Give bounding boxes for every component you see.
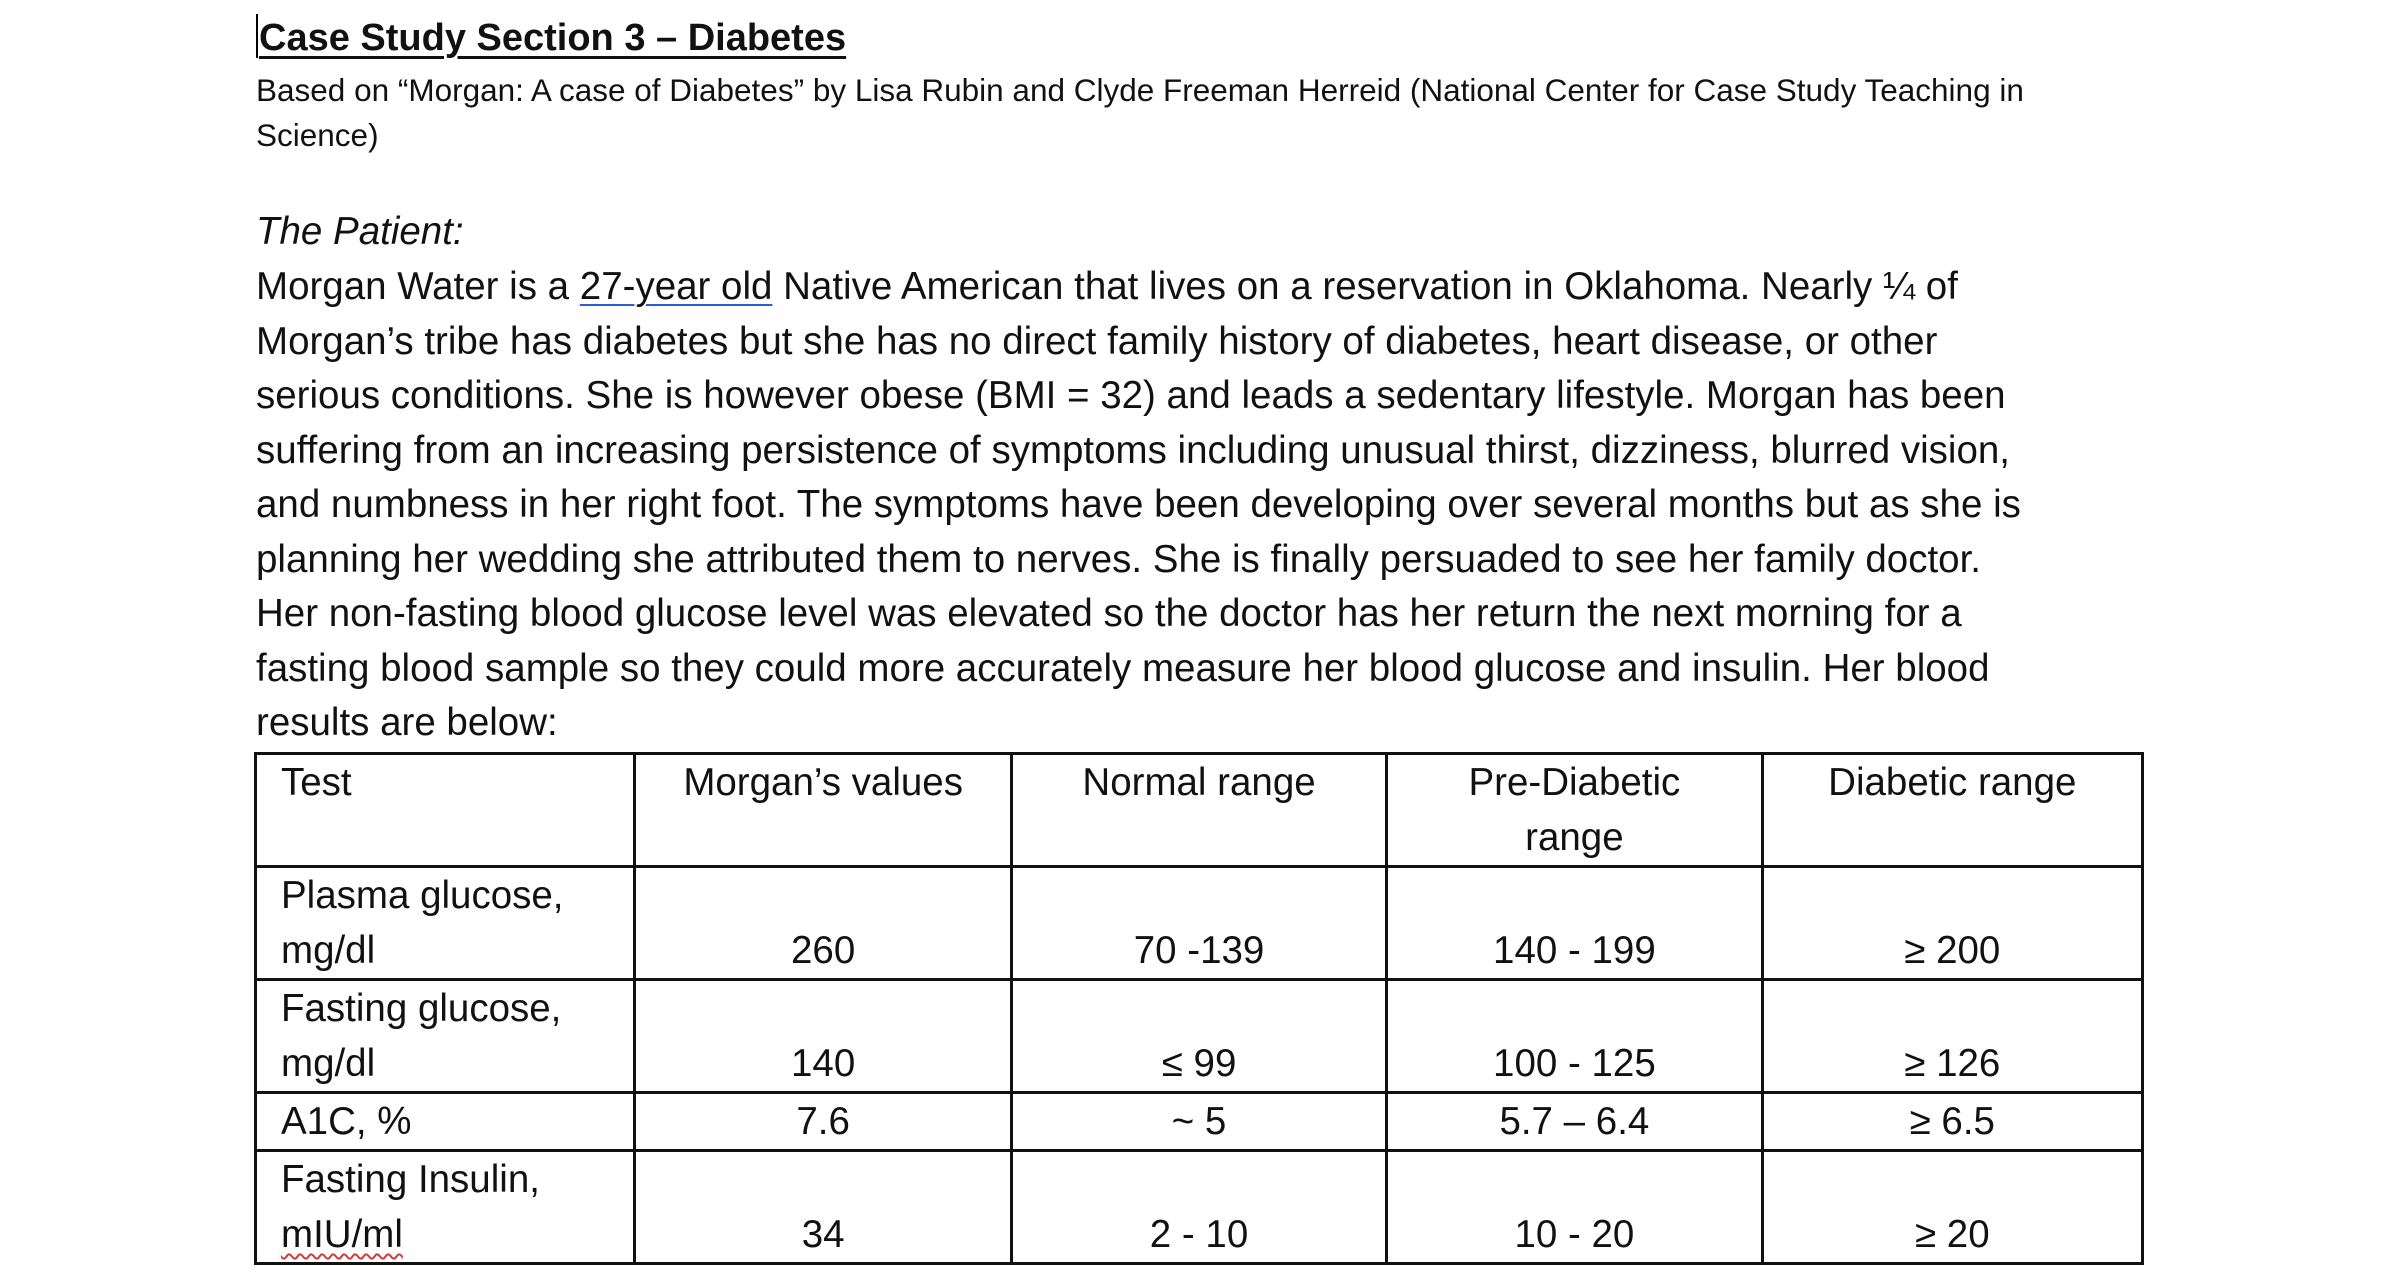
blood-results-table bbox=[254, 752, 2144, 1265]
cell-morgan-value: 260 bbox=[635, 867, 1011, 980]
header-test: Test bbox=[256, 754, 635, 867]
cell-morgan-value: 140 bbox=[635, 980, 1011, 1093]
paragraph-line bbox=[256, 260, 2136, 315]
paragraph-line: serious conditions. She is however obese (BMI = 32) and leads a sedentary lifestyle. Morgan has been bbox=[256, 374, 2006, 417]
paragraph-text: Morgan Water is a bbox=[256, 265, 580, 308]
paragraph-line: suffering from an increasing persistence of symptoms including unusual thirst, dizziness, blurred vision, bbox=[256, 428, 2011, 472]
header-prediabetic-line2: range bbox=[1525, 816, 1624, 859]
cell-diabetic-range: ≥ 126 bbox=[1762, 980, 2142, 1093]
table-row bbox=[256, 1151, 2143, 1264]
paragraph-line: results are below: bbox=[256, 701, 558, 744]
source-line-1: Based on “Morgan: A case of Diabetes” by Lisa Rubin and Clyde Freeman Herreid (National Center for Case Study Teaching in bbox=[256, 72, 2024, 108]
grammar-flag[interactable]: 27-year old bbox=[579, 265, 773, 308]
header-diabetic-range: Diabetic range bbox=[1762, 754, 2142, 867]
row-test-name bbox=[256, 1151, 635, 1264]
document-title[interactable] bbox=[256, 14, 846, 60]
test-unit-spellcheck-flag[interactable]: mIU/ml bbox=[281, 1213, 403, 1256]
paragraph-line: planning her wedding she attributed them to nerves. She is finally persuaded to see her family doctor. bbox=[256, 537, 1981, 581]
test-name-line: Plasma glucose, bbox=[281, 874, 564, 917]
test-unit: mg/dl bbox=[281, 1042, 376, 1085]
table-header-row bbox=[256, 754, 2143, 867]
row-test-name bbox=[256, 867, 635, 980]
document-title-text: Case Study Section 3 – Diabetes bbox=[259, 17, 847, 59]
patient-paragraph bbox=[256, 260, 2136, 751]
table-row bbox=[256, 867, 2143, 980]
header-morgan-values: Morgan’s values bbox=[635, 754, 1011, 867]
cell-normal-range: ≤ 99 bbox=[1011, 980, 1386, 1093]
cell-diabetic-range: ≥ 6.5 bbox=[1762, 1093, 2142, 1151]
cell-normal-range: ~ 5 bbox=[1011, 1093, 1386, 1151]
patient-heading: The Patient: bbox=[256, 210, 464, 253]
paragraph-text: Native American that lives on a reservation in Oklahoma. Nearly ¼ of bbox=[772, 265, 1958, 308]
cell-diabetic-range: ≥ 200 bbox=[1762, 867, 2142, 980]
test-name-line: Fasting Insulin, bbox=[281, 1158, 540, 1201]
cell-normal-range: 70 -139 bbox=[1011, 867, 1386, 980]
header-normal-range: Normal range bbox=[1011, 754, 1386, 867]
cell-prediabetic-range: 10 - 20 bbox=[1387, 1151, 1762, 1264]
header-prediabetic-range bbox=[1387, 754, 1762, 867]
cell-morgan-value: 34 bbox=[635, 1151, 1011, 1264]
paragraph-line: and numbness in her right foot. The symptoms have been developing over several months but as she is bbox=[256, 483, 2021, 526]
paragraph-line: Morgan’s tribe has diabetes but she has no direct family history of diabetes, heart disease, or other bbox=[256, 319, 1938, 363]
table-row bbox=[256, 980, 2143, 1093]
test-name-line: Fasting glucose, bbox=[281, 987, 562, 1030]
test-unit: mg/dl bbox=[281, 929, 376, 972]
table-row bbox=[256, 1093, 2143, 1151]
text-cursor bbox=[256, 14, 258, 58]
paragraph-line: Her non-fasting blood glucose level was elevated so the doctor has her return the next morning for a bbox=[256, 592, 1962, 635]
paragraph-line: fasting blood sample so they could more accurately measure her blood glucose and insulin. Her blood bbox=[256, 646, 1990, 690]
source-line-2: Science) bbox=[256, 117, 379, 153]
header-prediabetic-line1: Pre-Diabetic bbox=[1468, 761, 1681, 804]
cell-prediabetic-range: 5.7 – 6.4 bbox=[1387, 1093, 1762, 1151]
cell-normal-range: 2 - 10 bbox=[1011, 1151, 1386, 1264]
source-citation bbox=[256, 68, 2136, 158]
cell-prediabetic-range: 140 - 199 bbox=[1387, 867, 1762, 980]
cell-diabetic-range: ≥ 20 bbox=[1762, 1151, 2142, 1264]
cell-morgan-value: 7.6 bbox=[635, 1093, 1011, 1151]
row-test-name: A1C, % bbox=[256, 1093, 635, 1151]
cell-prediabetic-range: 100 - 125 bbox=[1387, 980, 1762, 1093]
row-test-name bbox=[256, 980, 635, 1093]
